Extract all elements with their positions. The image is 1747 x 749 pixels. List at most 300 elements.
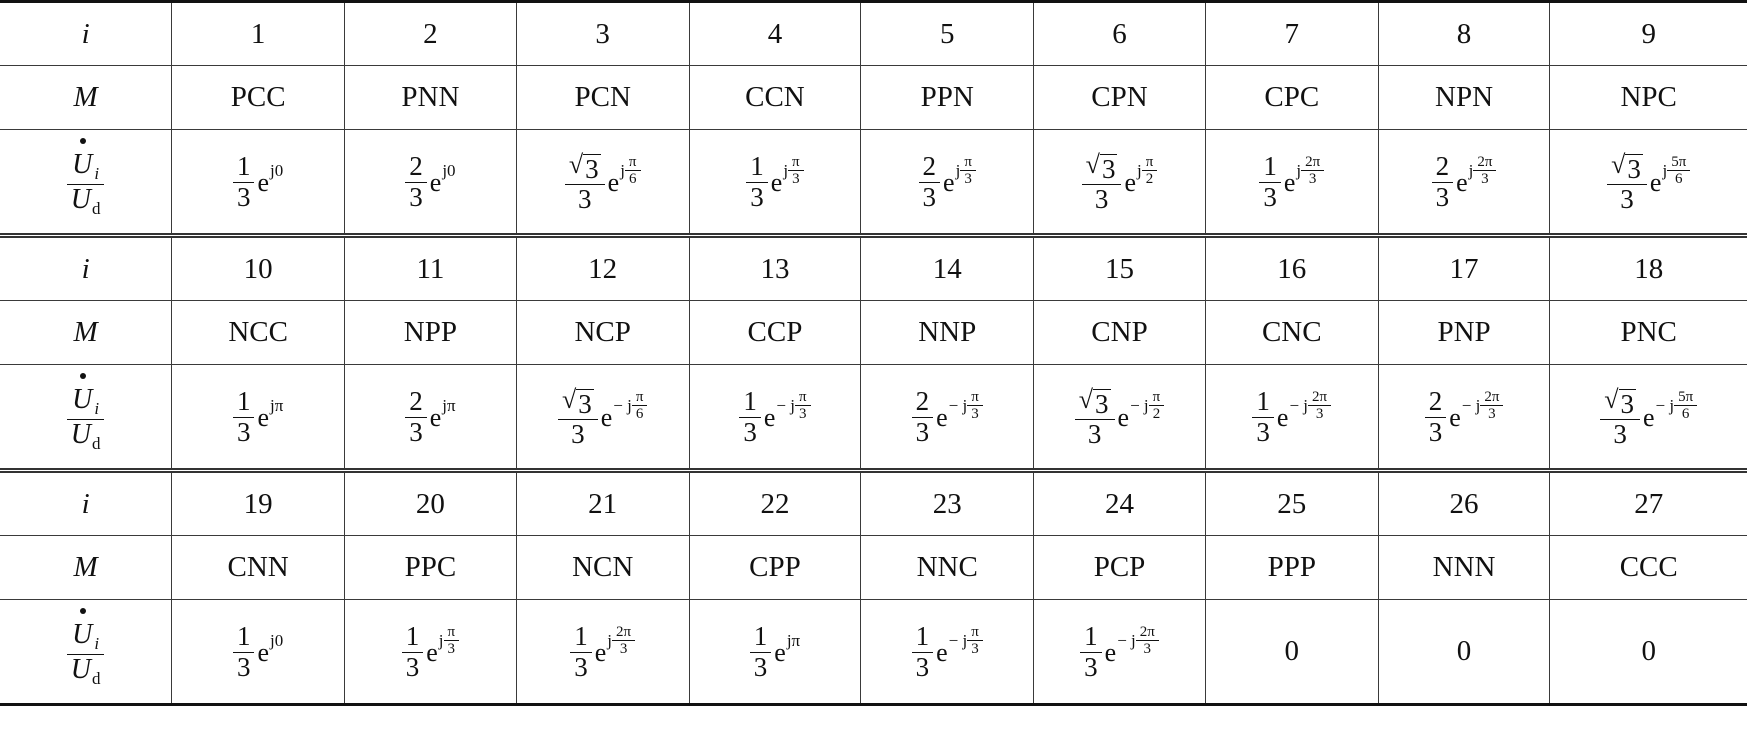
voltage-cell — [1034, 365, 1206, 471]
coefficient-denominator — [405, 183, 427, 213]
exponent — [1662, 154, 1690, 188]
exponent-fraction — [1149, 389, 1165, 423]
coefficient-denominator — [570, 653, 592, 683]
exponent-fraction — [625, 154, 641, 188]
ratio-denominator-symbol: U — [70, 184, 91, 215]
ratio-denominator-symbol: U — [70, 419, 91, 450]
exponential-base: e — [429, 402, 442, 432]
exponent — [956, 154, 976, 188]
voltage-value — [1425, 387, 1504, 447]
exponent-denominator-text: 3 — [971, 406, 979, 422]
exponent — [787, 631, 800, 651]
exponent-numerator-text: 2π — [1139, 623, 1155, 640]
sqrt-argument: 3 — [585, 154, 599, 185]
mode-cell: CCC — [1550, 536, 1747, 600]
index-cell: 6 — [1034, 2, 1206, 66]
exponent-fraction — [1667, 154, 1690, 188]
voltage-cell — [1034, 600, 1206, 705]
index-cell: 23 — [861, 471, 1034, 536]
voltage-value — [919, 152, 976, 212]
coefficient-numerator — [233, 622, 255, 652]
ratio-denominator-symbol: U — [70, 654, 91, 685]
exponent-fraction — [1674, 389, 1697, 423]
voltage-value — [746, 152, 803, 212]
exponent-fraction-denominator — [1477, 171, 1493, 188]
exponential-base: e — [770, 167, 783, 197]
coefficient-numerator-text: 1 — [753, 621, 768, 652]
ratio-numerator-subscript: i — [94, 399, 100, 419]
coefficient-numerator — [912, 622, 934, 652]
ratio-numerator-subscript: i — [94, 164, 100, 184]
voltage-cell — [1550, 130, 1747, 236]
mode-cell: PCP — [1034, 536, 1206, 600]
exponent-fraction-denominator — [625, 171, 641, 188]
dot-accent — [80, 608, 86, 614]
coefficient-denominator — [405, 418, 427, 448]
index-cell: 18 — [1550, 236, 1747, 301]
coefficient-numerator — [1425, 387, 1447, 417]
exponent-denominator-text: 2 — [1145, 171, 1154, 187]
mode-cell: CPP — [689, 536, 861, 600]
mode-cell: PNC — [1550, 301, 1747, 365]
coefficient-numerator — [746, 152, 768, 182]
index-cell: 20 — [345, 471, 517, 536]
exponent-numerator-text: π — [964, 153, 972, 170]
exponent-fraction-numerator — [1142, 154, 1158, 171]
exponent-denominator-text: 3 — [971, 641, 979, 657]
index-cell: 1 — [172, 2, 345, 66]
voltage-row — [0, 130, 1747, 236]
sqrt-expression — [569, 152, 601, 183]
coefficient — [746, 152, 768, 212]
voltage-value — [233, 622, 283, 682]
exponent-fraction — [960, 154, 976, 188]
coefficient — [1600, 385, 1640, 449]
index-cell: 9 — [1550, 2, 1747, 66]
exponent-prefix: j0 — [270, 160, 284, 180]
dot-accent — [80, 138, 86, 144]
exponent-numerator-text: 5π — [1671, 153, 1687, 170]
exponent-denominator-text: 3 — [1143, 641, 1152, 657]
coefficient — [1425, 387, 1447, 447]
coefficient-denominator-text: 3 — [1613, 418, 1627, 449]
exponent-fraction-numerator — [1473, 154, 1496, 171]
voltage-value — [558, 385, 647, 449]
coefficient — [405, 152, 427, 212]
voltage-cell: 0 — [1205, 600, 1378, 705]
coefficient-numerator — [1082, 150, 1122, 183]
coefficient-numerator — [558, 385, 598, 418]
coefficient-numerator — [565, 150, 605, 183]
voltage-value — [1259, 152, 1324, 212]
coefficient-numerator — [1600, 385, 1640, 418]
sqrt-argument: 3 — [1620, 389, 1634, 420]
exponential-base: e — [936, 402, 948, 432]
exponent-fraction-numerator — [1480, 389, 1503, 406]
exponential-base: e — [1456, 167, 1468, 197]
coefficient-denominator-text: 3 — [236, 417, 251, 447]
coefficient-denominator — [1084, 420, 1106, 450]
index-cell: 11 — [345, 236, 517, 301]
exponent-prefix: − j — [948, 395, 968, 415]
coefficient — [565, 150, 605, 214]
coefficient-denominator — [912, 418, 934, 448]
coefficient — [233, 622, 255, 682]
exponent-fraction-denominator — [1140, 641, 1156, 658]
coefficient-numerator-text: 1 — [1084, 621, 1098, 652]
voltage-cell — [861, 600, 1034, 705]
exponent-fraction-numerator — [795, 389, 811, 406]
index-cell: 10 — [172, 236, 345, 301]
exponent — [1656, 389, 1698, 423]
sqrt-sign: √ — [1085, 150, 1100, 180]
ratio-numerator-symbol: U — [72, 619, 93, 651]
ratio-denominator-text — [70, 654, 101, 688]
mode-cell: PPP — [1205, 536, 1378, 600]
voltage-cell — [689, 365, 861, 471]
exponential-base: e — [257, 637, 270, 667]
exponent-fraction-denominator — [788, 171, 804, 188]
ratio-denominator-subscript: d — [91, 199, 101, 218]
exponent-denominator-text: 3 — [1308, 171, 1317, 187]
exponential-base: e — [1283, 167, 1296, 197]
coefficient-denominator-text: 3 — [1256, 417, 1270, 447]
coefficient — [750, 622, 772, 682]
index-cell: 3 — [516, 2, 689, 66]
exponent-numerator-text: 2π — [1305, 153, 1321, 170]
coefficient-numerator-text: 1 — [405, 621, 420, 652]
coefficient-denominator — [1259, 183, 1281, 213]
coefficient-denominator — [746, 183, 768, 213]
coefficient-denominator — [919, 183, 941, 213]
coefficient-denominator-text: 3 — [409, 417, 423, 447]
exponent-denominator-text: 3 — [799, 406, 807, 422]
index-cell: 25 — [1205, 471, 1378, 536]
exponent — [1462, 389, 1504, 423]
voltage-ratio — [67, 614, 105, 688]
voltage-value — [1075, 385, 1164, 449]
mode-cell: PPN — [861, 66, 1034, 130]
ratio-numerator-symbol: U — [72, 149, 93, 181]
coefficient-numerator — [912, 387, 934, 417]
coefficient-denominator — [1432, 183, 1454, 213]
exponent-fraction-numerator — [1301, 154, 1324, 171]
exponent — [1130, 389, 1164, 423]
index-cell: 2 — [345, 2, 517, 66]
exponent-prefix: jπ — [442, 395, 456, 415]
coefficient-denominator-text: 3 — [571, 418, 585, 449]
coefficient-denominator-text: 3 — [743, 417, 757, 447]
exponential-base: e — [1124, 167, 1136, 197]
exponent — [270, 631, 283, 651]
exponential-base: e — [774, 637, 786, 667]
voltage-value — [912, 622, 983, 682]
exponent — [949, 389, 983, 423]
exponent-numerator-text: π — [971, 388, 979, 405]
index-cell: 14 — [861, 236, 1034, 301]
exponent-numerator-text: π — [628, 153, 637, 170]
coefficient-numerator — [405, 387, 427, 417]
voltage-row — [0, 600, 1747, 705]
coefficient — [739, 387, 761, 447]
exponent-prefix: − j — [1461, 395, 1481, 415]
ratio-denominator-text — [70, 419, 101, 453]
coefficient-numerator — [1432, 152, 1454, 182]
coefficient-numerator-text: 1 — [574, 621, 588, 652]
dot-accent — [80, 373, 86, 379]
exponential-base: e — [257, 402, 269, 432]
exponential-base: e — [429, 167, 442, 197]
voltage-ratio-label — [0, 365, 172, 471]
coefficient-denominator-text: 3 — [236, 652, 251, 682]
coefficient-denominator-text: 3 — [236, 182, 251, 212]
exponent — [776, 389, 810, 423]
exponent-fraction-numerator — [960, 154, 976, 171]
mode-cell: CNP — [1034, 301, 1206, 365]
exponent-prefix: j — [620, 160, 625, 180]
coefficient-denominator — [1609, 420, 1631, 450]
coefficient-denominator-text: 3 — [409, 182, 423, 212]
exponent-fraction-numerator — [612, 624, 635, 641]
exponent-fraction — [788, 154, 804, 188]
index-label: i — [0, 236, 172, 301]
exponent-fraction-denominator — [444, 641, 460, 658]
exponential-base: e — [1276, 402, 1289, 432]
coefficient-denominator-text: 3 — [1094, 183, 1109, 214]
exponent-prefix: j — [1296, 160, 1302, 180]
voltage-value — [739, 387, 810, 447]
exponent — [613, 389, 647, 423]
coefficient-numerator — [1075, 385, 1115, 418]
voltage-cell — [516, 130, 689, 236]
sqrt-argument: 3 — [578, 389, 592, 420]
exponent-numerator-text: π — [1152, 388, 1161, 405]
exponent-denominator-text: 3 — [964, 171, 972, 187]
voltage-cell — [172, 600, 345, 705]
exponent-fraction-numerator — [1149, 389, 1165, 406]
voltage-cell — [689, 130, 861, 236]
exponent-denominator-text: 6 — [628, 171, 637, 187]
mode-cell: NNC — [861, 536, 1034, 600]
exponent-prefix: j — [783, 160, 789, 180]
index-row — [0, 471, 1747, 536]
exponent-denominator-text: 6 — [1681, 406, 1690, 422]
voltage-value — [570, 622, 635, 682]
voltage-value — [1432, 152, 1497, 212]
coefficient-numerator — [1607, 150, 1647, 183]
coefficient-denominator-text: 3 — [915, 652, 930, 682]
exponent-prefix: − j — [1655, 395, 1675, 415]
coefficient-denominator — [1425, 418, 1447, 448]
coefficient — [1082, 150, 1122, 214]
exponent-fraction-denominator — [967, 406, 983, 423]
exponent-prefix: j0 — [270, 630, 284, 650]
voltage-value — [233, 152, 283, 212]
index-cell: 5 — [861, 2, 1034, 66]
voltage-ratio-numerator — [68, 614, 103, 654]
voltage-cell: 0 — [1378, 600, 1550, 705]
coefficient-denominator-text: 3 — [922, 182, 937, 212]
coefficient-numerator-text: 1 — [236, 386, 251, 417]
voltage-value — [402, 622, 459, 682]
exponent-prefix: − j — [1289, 395, 1309, 415]
coefficient — [1252, 387, 1274, 447]
exponent — [1469, 154, 1497, 188]
mode-cell: CCN — [689, 66, 861, 130]
exponent-fraction — [795, 389, 811, 423]
exponent-prefix: j — [607, 630, 613, 650]
exponent-fraction-numerator — [967, 624, 983, 641]
exponent-fraction — [1301, 154, 1324, 188]
exponent-fraction-numerator — [444, 624, 460, 641]
voltage-value — [233, 387, 283, 447]
ratio-numerator-text — [72, 384, 100, 419]
coefficient — [558, 385, 598, 449]
voltage-value — [1082, 150, 1158, 214]
coefficient-denominator — [1080, 653, 1102, 683]
mode-cell: CCP — [689, 301, 861, 365]
coefficient-denominator-text: 3 — [1263, 182, 1277, 212]
coefficient-denominator — [567, 420, 589, 450]
sqrt-argument: 3 — [1095, 389, 1109, 420]
coefficient-numerator-text: 2 — [1435, 151, 1450, 182]
coefficient — [570, 622, 592, 682]
mode-cell: CNC — [1205, 301, 1378, 365]
exponent-numerator-text: 2π — [1484, 388, 1500, 405]
exponent-denominator-text: 6 — [1674, 171, 1683, 187]
coefficient-denominator — [750, 653, 772, 683]
sqrt-argument: 3 — [1627, 154, 1641, 185]
exponential-base: e — [594, 637, 607, 667]
sqrt-expression — [1604, 387, 1636, 418]
coefficient — [912, 622, 934, 682]
exponent-fraction — [967, 389, 983, 423]
index-cell: 21 — [516, 471, 689, 536]
exponent-fraction-denominator — [967, 641, 983, 658]
exponent-fraction — [612, 624, 635, 658]
index-cell: 19 — [172, 471, 345, 536]
exponent-fraction-denominator — [1149, 406, 1165, 423]
exponent-fraction-numerator — [1667, 154, 1690, 171]
exponential-base: e — [763, 402, 776, 432]
voltage-ratio-numerator — [68, 379, 103, 419]
mode-cell: NCP — [516, 301, 689, 365]
exponent — [1289, 389, 1331, 423]
mode-cell: PNN — [345, 66, 517, 130]
exponent-fraction — [1480, 389, 1503, 423]
exponent-fraction-numerator — [967, 389, 983, 406]
exponent-numerator-text: π — [798, 388, 807, 405]
mode-cell: NNN — [1378, 536, 1550, 600]
voltage-ratio-denominator — [67, 420, 105, 454]
mode-cell: NPN — [1378, 66, 1550, 130]
exponent-fraction-denominator — [1671, 171, 1687, 188]
exponent-fraction — [1142, 154, 1158, 188]
mode-row — [0, 301, 1747, 365]
exponential-base: e — [1117, 402, 1130, 432]
voltage-cell — [689, 600, 861, 705]
exponent — [1137, 154, 1157, 188]
exponent-denominator-text: 3 — [1488, 406, 1496, 422]
coefficient-numerator — [402, 622, 424, 652]
index-cell: 27 — [1550, 471, 1747, 536]
exponent-denominator-text: 3 — [1481, 171, 1489, 187]
exponent-numerator-text: π — [447, 623, 456, 640]
coefficient — [1432, 152, 1454, 212]
index-row — [0, 236, 1747, 301]
exponential-base: e — [1104, 637, 1117, 667]
exponent-fraction — [632, 389, 648, 423]
voltage-cell — [345, 365, 517, 471]
index-cell: 22 — [689, 471, 861, 536]
coefficient — [233, 152, 255, 212]
voltage-cell — [345, 600, 517, 705]
voltage-ratio — [67, 144, 105, 218]
mode-row — [0, 536, 1747, 600]
index-cell: 17 — [1378, 236, 1550, 301]
voltage-value — [405, 152, 455, 212]
coefficient-numerator-text: 1 — [236, 621, 251, 652]
sqrt-expression — [1086, 152, 1118, 183]
coefficient-numerator — [233, 387, 255, 417]
coefficient-denominator-text: 3 — [1084, 652, 1098, 682]
exponent-prefix: j — [1662, 160, 1668, 180]
coefficient-denominator-text: 3 — [1620, 183, 1634, 214]
coefficient — [233, 387, 255, 447]
coefficient-denominator-text: 3 — [574, 652, 588, 682]
voltage-cell — [516, 365, 689, 471]
mode-label: M — [0, 536, 172, 600]
exponent-prefix: jπ — [270, 395, 284, 415]
exponent-prefix: − j — [1117, 630, 1136, 650]
voltage-row — [0, 365, 1747, 471]
exponent-denominator-text: 2 — [1152, 406, 1161, 422]
voltage-value — [405, 387, 455, 447]
coefficient-denominator — [739, 418, 761, 448]
sqrt-expression — [1079, 387, 1111, 418]
coefficient-denominator-text: 3 — [405, 652, 420, 682]
ratio-numerator-symbol: U — [72, 384, 93, 416]
coefficient — [1259, 152, 1281, 212]
exponential-base: e — [600, 402, 613, 432]
coefficient-numerator — [919, 152, 941, 182]
coefficient-numerator — [233, 152, 255, 182]
mode-cell: NNP — [861, 301, 1034, 365]
voltage-value — [565, 150, 641, 214]
exponent-fraction-numerator — [1308, 389, 1331, 406]
exponent-fraction-denominator — [795, 406, 811, 423]
exponent-fraction-denominator — [1305, 171, 1321, 188]
mode-row — [0, 66, 1747, 130]
exponent-fraction — [967, 624, 983, 658]
index-cell: 7 — [1205, 2, 1378, 66]
exponent-fraction — [1308, 389, 1331, 423]
voltage-cell: 0 — [1550, 600, 1747, 705]
exponent-prefix: − j — [948, 630, 968, 650]
index-label: i — [0, 471, 172, 536]
exponent — [442, 161, 455, 181]
exponent-fraction-denominator — [1312, 406, 1328, 423]
exponent-numerator-text: 2π — [616, 623, 632, 640]
exponent-fraction — [1136, 624, 1159, 658]
exponent — [783, 154, 803, 188]
index-cell: 26 — [1378, 471, 1550, 536]
coefficient-numerator-text: 1 — [1256, 386, 1270, 417]
exponent-denominator-text: 3 — [619, 641, 628, 657]
voltage-value — [912, 387, 983, 447]
exponent-prefix: − j — [776, 395, 795, 415]
sqrt-sign: √ — [1078, 385, 1094, 415]
